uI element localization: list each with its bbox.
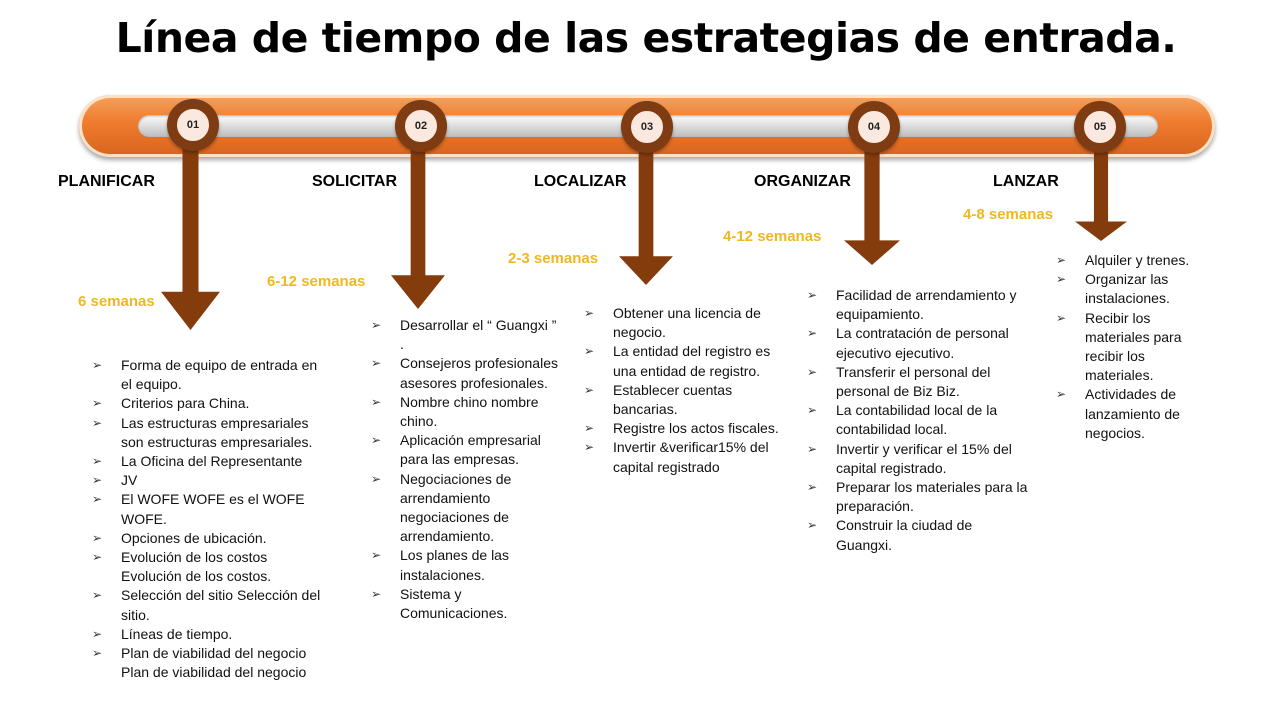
phase-2-arrow (391, 148, 445, 309)
phase-3-list (584, 304, 790, 477)
list-item: ➢ Invertir y verificar el 15% del capital registrado. (807, 440, 1029, 478)
phase-2-duration: 6-12 semanas (267, 273, 366, 290)
phase-1-arrow (161, 148, 220, 330)
phase-5-arrow (1075, 148, 1127, 241)
list-item: ➢ Las estructuras empresariales son estructuras empresariales. (92, 414, 324, 452)
list-item: ➢ Nombre chino nombre chino. (371, 393, 563, 431)
phase-1-name: PLANIFICAR (58, 173, 155, 190)
phase-5-duration: 4-8 semanas (963, 206, 1054, 223)
list-item: ➢ Selección del sitio Selección del sitio. (92, 586, 324, 624)
list-item: ➢ Organizar las instalaciones. (1056, 270, 1206, 308)
list-item: ➢ Opciones de ubicación. (92, 529, 324, 548)
list-item: ➢ Facilidad de arrendamiento y equipamiento. (807, 286, 1029, 324)
list-item: ➢ Obtener una licencia de negocio. (584, 304, 790, 342)
list-item: ➢ La entidad del registro es una entidad de registro. (584, 342, 790, 380)
list-item: ➢ El WOFE WOFE es el WOFE WOFE. (92, 490, 324, 528)
phase-1-list (92, 356, 324, 682)
phase-4-node: 04 (848, 101, 900, 153)
phase-2-list (371, 316, 563, 623)
phase-4-arrow (844, 148, 900, 265)
phase-1-node: 01 (167, 99, 219, 151)
list-item: ➢ Invertir &verificar15% del capital registrado (584, 438, 790, 476)
list-item: ➢ Plan de viabilidad del negocio Plan de viabilidad del negocio (92, 644, 324, 682)
list-item: ➢ Los planes de las instalaciones. (371, 546, 563, 584)
list-item: ➢ Aplicación empresarial para las empresas. (371, 431, 563, 469)
list-item: ➢ Criterios para China. (92, 394, 324, 413)
phase-4-list (807, 286, 1029, 555)
phase-5-name: LANZAR (993, 173, 1059, 190)
list-item: ➢ Desarrollar el “ Guangxi ” . (371, 316, 563, 354)
list-item: ➢ Transferir el personal del personal de Biz Biz. (807, 363, 1029, 401)
phase-2-node: 02 (395, 100, 447, 152)
phase-5-list (1056, 251, 1206, 443)
list-item: ➢ Negociaciones de arrendamiento negociaciones de arrendamiento. (371, 470, 563, 547)
list-item: ➢ Líneas de tiempo. (92, 625, 324, 644)
phase-1-duration: 6 semanas (78, 293, 155, 310)
list-item: ➢ JV (92, 471, 324, 490)
list-item: ➢ La contratación de personal ejecutivo ejecutivo. (807, 324, 1029, 362)
list-item: ➢ Evolución de los costos Evolución de los costos. (92, 548, 324, 586)
phase-4-duration: 4-12 semanas (723, 228, 822, 245)
list-item: ➢ Actividades de lanzamiento de negocios. (1056, 385, 1206, 443)
list-item: ➢ Registre los actos fiscales. (584, 419, 790, 438)
phase-2-name: SOLICITAR (312, 173, 398, 190)
list-item: ➢ Recibir los materiales para recibir los materiales. (1056, 309, 1206, 386)
phase-4-name: ORGANIZAR (754, 173, 851, 190)
phase-3-node: 03 (621, 101, 673, 153)
phase-3-duration: 2-3 semanas (508, 250, 599, 267)
phase-3-arrow (619, 148, 673, 285)
list-item: ➢ Forma de equipo de entrada en el equipo. (92, 356, 324, 394)
page-title: Línea de tiempo de las estrategias de entrada. (115, 14, 1177, 62)
list-item: ➢ Establecer cuentas bancarias. (584, 381, 790, 419)
list-item: ➢ Construir la ciudad de Guangxi. (807, 516, 1029, 554)
phase-3-name: LOCALIZAR (534, 173, 627, 190)
list-item: ➢ La contabilidad local de la contabilidad local. (807, 401, 1029, 439)
list-item: ➢ Preparar los materiales para la preparación. (807, 478, 1029, 516)
phase-5-node: 05 (1074, 101, 1126, 153)
list-item: ➢ La Oficina del Representante (92, 452, 324, 471)
list-item: ➢ Sistema y Comunicaciones. (371, 585, 563, 623)
list-item: ➢ Consejeros profesionales asesores profesionales. (371, 354, 563, 392)
list-item: ➢ Alquiler y trenes. (1056, 251, 1206, 270)
